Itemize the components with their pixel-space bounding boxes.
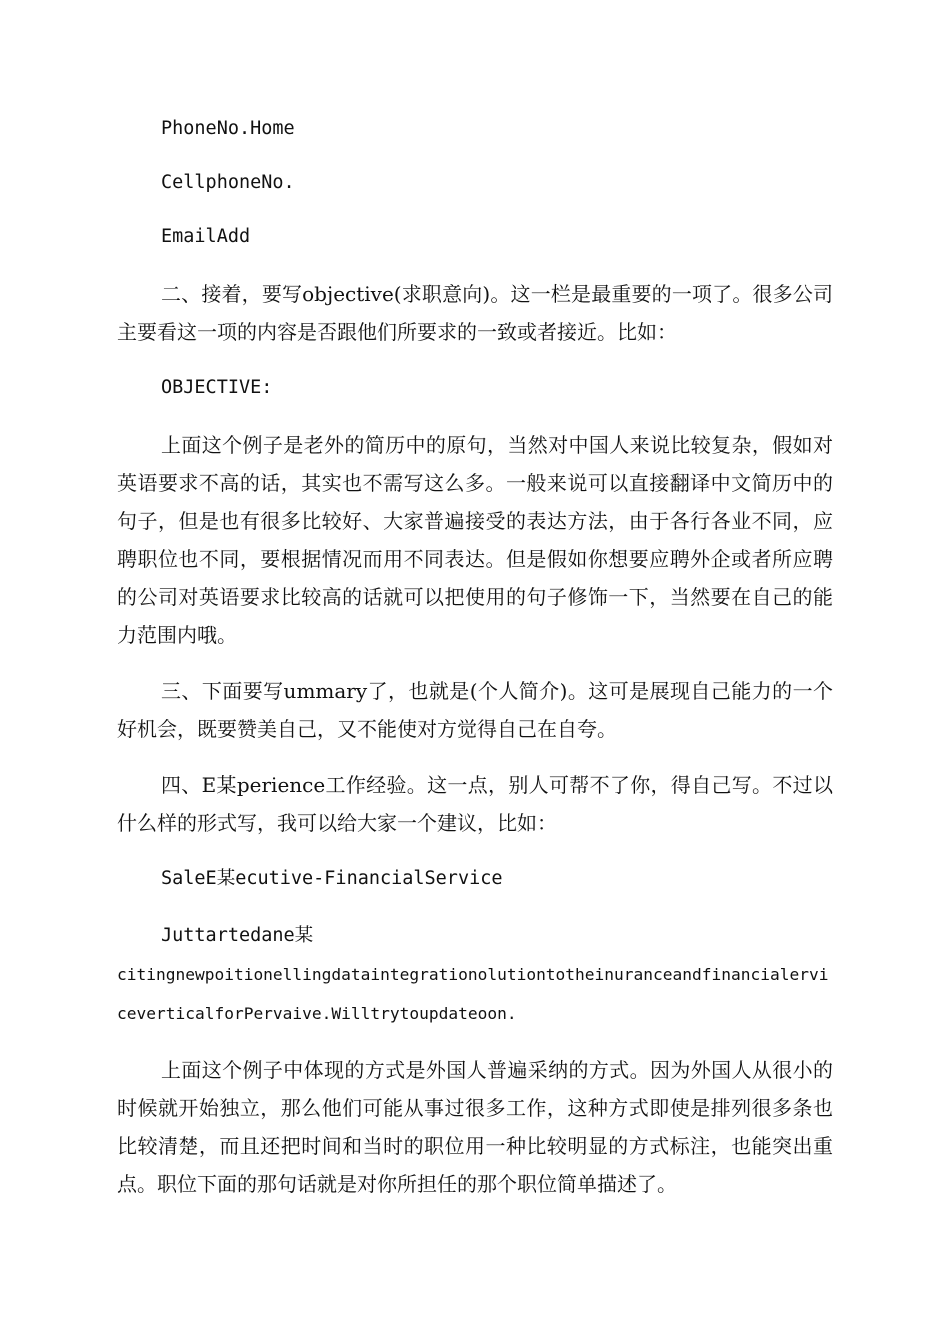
objective-header-line: OBJECTIVE: bbox=[161, 377, 273, 398]
cellphone-line: CellphoneNo. bbox=[161, 172, 295, 193]
objective-explanation-paragraph: 上面这个例子是老外的简历中的原句，当然对中国人来说比较复杂，假如对英语要求不高的话，其实也不需写这么多。一般来说可以直接翻译中文简历中的句子，但是也有很多比较好、大家普遍接受的表达方法，由于各行各业不同，应聘职位也不同，要根据情况而用不同表达。但是假如你想要应聘外企或者所应聘的公司对英语要求比较高的话就可以把使用的句子修饰一下，当然要在自己的能力范围内哦。 bbox=[117, 433, 833, 647]
email-line: EmailAdd bbox=[161, 226, 251, 247]
long-line-1: Juttartedane某 bbox=[161, 925, 314, 946]
document-body bbox=[117, 110, 833, 1203]
phone-home-line: PhoneNo.Home bbox=[161, 118, 295, 139]
long-line-2: citingnewpoitionellingdataintegrationolutiontotheinuranceandfinancialerviceverticalforPervaive.Willtrytoupdateoon. bbox=[117, 965, 829, 1023]
objective-paragraph: 二、接着，要写objective(求职意向)。这一栏是最重要的一项了。很多公司主要看这一项的内容是否跟他们所要求的一致或者接近。比如： bbox=[117, 282, 833, 344]
closing-paragraph: 上面这个例子中体现的方式是外国人普遍采纳的方式。因为外国人从很小的时候就开始独立，那么他们可能从事过很多工作，这种方式即使是排列很多条也比较清楚，而且还把时间和当时的职位用一种比较明显的方式标注，也能突出重点。职位下面的那句话就是对你所担任的那个职位简单描述了。 bbox=[117, 1058, 833, 1196]
summary-paragraph: 三、下面要写ummary了，也就是(个人简介)。这可是展现自己能力的一个好机会，既要赞美自己，又不能使对方觉得自己在自夸。 bbox=[117, 679, 833, 741]
sales-title-line: SaleE某ecutive-FinancialService bbox=[161, 868, 503, 889]
experience-paragraph: 四、E某perience工作经验。这一点，别人可帮不了你，得自己写。不过以什么样的形式写，我可以给大家一个建议，比如： bbox=[117, 773, 833, 835]
